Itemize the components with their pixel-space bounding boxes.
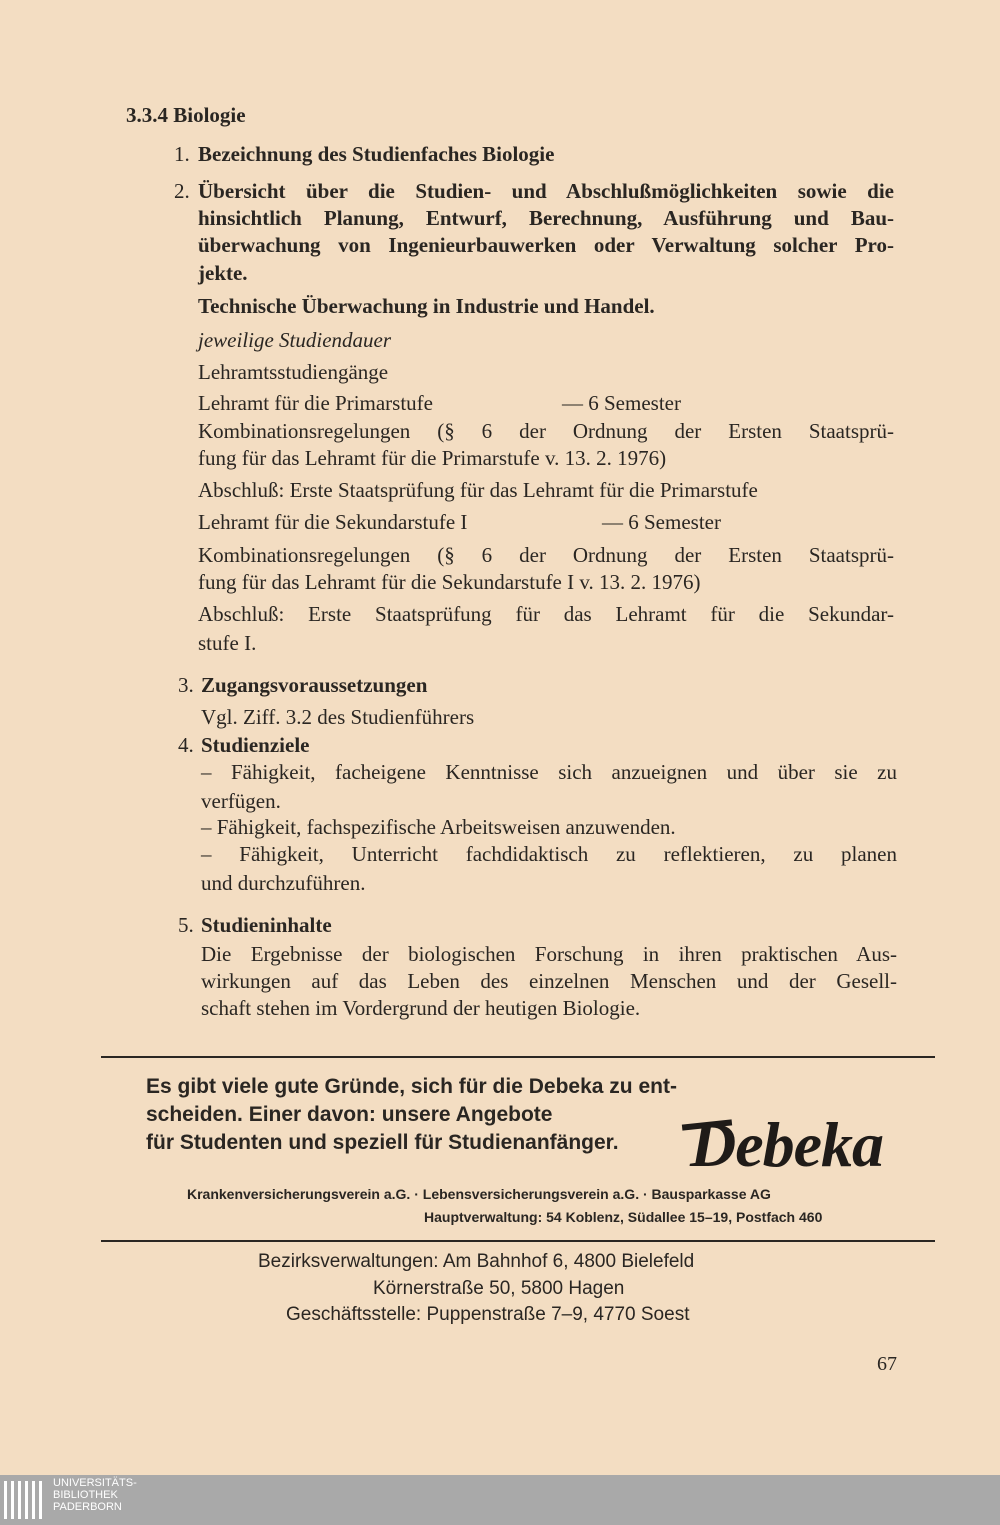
page-number: 67 [877, 1353, 897, 1375]
office-line: Körnerstraße 50, 5800 Hagen [373, 1278, 625, 1299]
ad-headline: Es gibt viele gute Gründe, sich für die Debeka zu ent- [146, 1075, 677, 1098]
item-number: 5. [178, 913, 194, 937]
primary-degree: Abschluß: Erste Staatsprüfung für das Lehramt für die Primarstufe [198, 478, 758, 502]
study-duration-label: jeweilige Studiendauer [198, 328, 392, 352]
technical-supervision: Technische Überwachung in Industrie und Handel. [198, 294, 655, 318]
item-title: Studienziele [201, 733, 310, 757]
teacher-programs-heading: Lehramtsstudiengänge [198, 360, 389, 384]
primary-duration: — 6 Semester [562, 391, 681, 415]
ad-companies: Krankenversicherungsverein a.G. · Lebensversicherungsverein a.G. · Bausparkasse AG [187, 1186, 771, 1202]
divider-top [101, 1056, 935, 1058]
library-barcode-logo [4, 1481, 44, 1519]
goal-line: und durchzuführen. [201, 871, 366, 895]
library-line: BIBLIOTHEK [53, 1489, 118, 1501]
ad-headline: für Studenten und speziell für Studienanfänger. [146, 1131, 619, 1154]
goal-line: verfügen. [201, 789, 281, 813]
content-line: wirkungen auf das Leben des einzelnen Menschen und der Gesell- [201, 969, 897, 993]
goal-line: – Fähigkeit, facheigene Kenntnisse sich anzueignen und über sie zu [201, 760, 897, 784]
ad-headline: scheiden. Einer davon: unsere Angebote [146, 1103, 553, 1126]
primary-combination: Kombinationsregelungen (§ 6 der Ordnung der Ersten Staatsprü- [198, 419, 894, 443]
content-line: Die Ergebnisse der biologischen Forschung in ihren praktischen Aus- [201, 942, 897, 966]
overview-line: hinsichtlich Planung, Entwurf, Berechnung, Ausführung und Bau- [198, 206, 894, 230]
goal-line: – Fähigkeit, Unterricht fachdidaktisch zu reflektieren, zu planen [201, 842, 897, 866]
overview-line: jekte. [198, 261, 248, 285]
library-footer [0, 1475, 1000, 1525]
item-number: 3. [178, 673, 194, 697]
secondary-duration: — 6 Semester [602, 510, 721, 534]
goal-line: – Fähigkeit, fachspezifische Arbeitsweisen anzuwenden. [201, 815, 676, 839]
item-number: 2. [174, 179, 190, 203]
item-title: Bezeichnung des Studienfaches Biologie [198, 142, 555, 166]
item-title: Zugangsvoraussetzungen [201, 673, 428, 697]
secondary-label: Lehramt für die Sekundarstufe I [198, 510, 468, 534]
divider-bottom [101, 1240, 935, 1242]
item-text: Vgl. Ziff. 3.2 des Studienführers [201, 705, 475, 729]
content-line: schaft stehen im Vordergrund der heutigen Biologie. [201, 996, 641, 1020]
item-number: 4. [178, 733, 194, 757]
office-line: Bezirksverwaltungen: Am Bahnhof 6, 4800 Bielefeld [258, 1251, 695, 1272]
library-line: UNIVERSITÄTS- [53, 1477, 137, 1489]
item-number: 1. [174, 142, 190, 166]
secondary-combination: Kombinationsregelungen (§ 6 der Ordnung der Ersten Staatsprü- [198, 543, 894, 567]
overview-line: überwachung von Ingenieurbauwerken oder Verwaltung solcher Pro- [198, 233, 894, 257]
primary-label: Lehramt für die Primarstufe [198, 391, 433, 415]
debeka-logo: Debeka [690, 1109, 884, 1180]
item-title: Studieninhalte [201, 913, 332, 937]
secondary-degree: Abschluß: Erste Staatsprüfung für das Lehramt für die Sekundar- [198, 602, 894, 626]
ad-headquarters: Hauptverwaltung: 54 Koblenz, Südallee 15–19, Postfach 460 [424, 1209, 823, 1225]
primary-combination: fung für das Lehramt für die Primarstufe v. 13. 2. 1976) [198, 446, 667, 470]
section-heading: 3.3.4 Biologie [126, 103, 246, 127]
library-line: PADERBORN [53, 1501, 122, 1513]
office-line: Geschäftsstelle: Puppenstraße 7–9, 4770 Soest [286, 1304, 690, 1325]
library-name [53, 1477, 137, 1513]
secondary-degree: stufe I. [198, 631, 257, 655]
overview-line: Übersicht über die Studien- und Abschlußmöglichkeiten sowie die [198, 179, 894, 203]
secondary-combination: fung für das Lehramt für die Sekundarstufe I v. 13. 2. 1976) [198, 570, 701, 594]
